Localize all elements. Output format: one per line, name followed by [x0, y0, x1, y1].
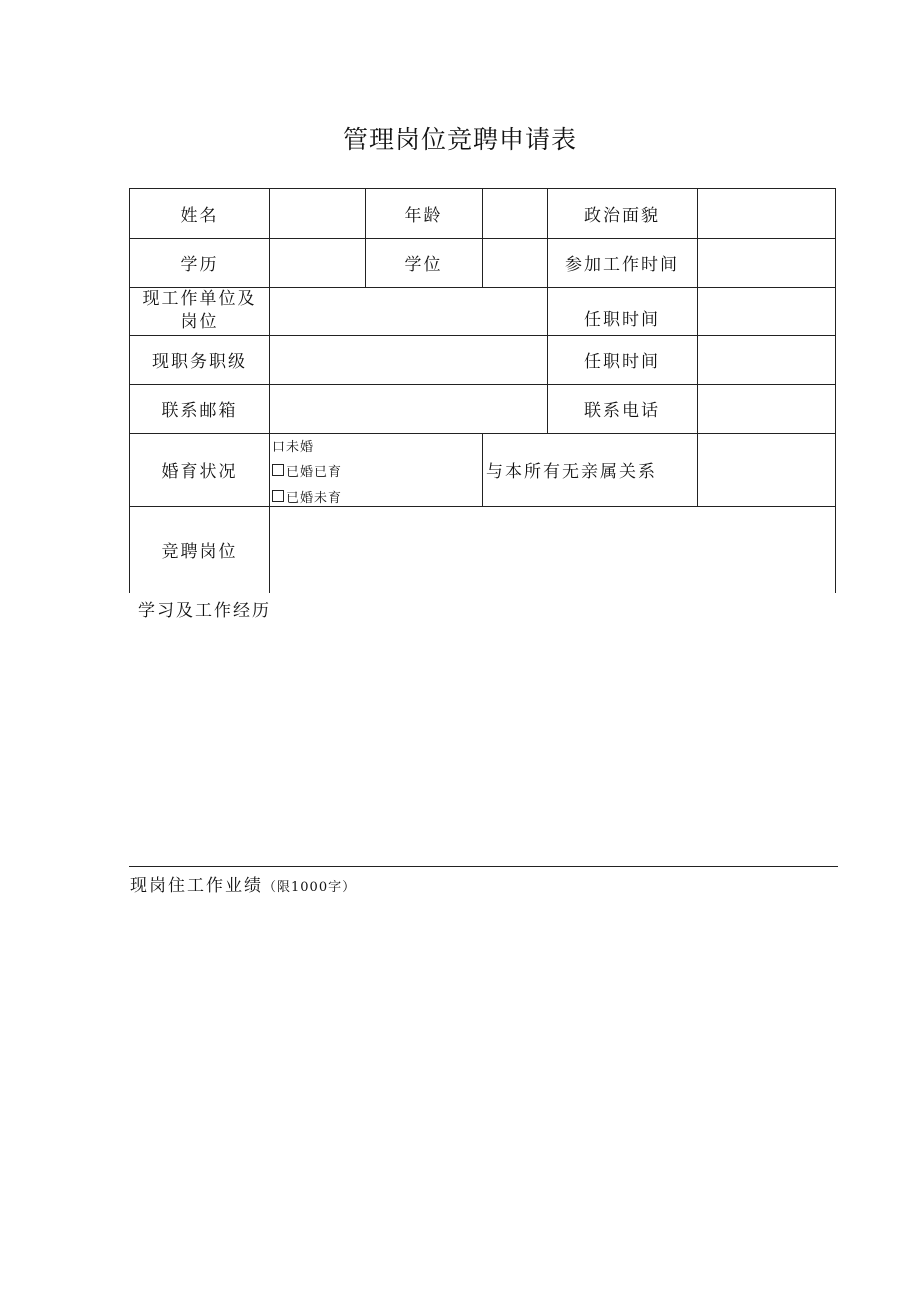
- option-married-no-children[interactable]: [272, 487, 342, 505]
- label-current-unit: [129, 287, 270, 335]
- section-performance-title: 现岗住工作业绩: [130, 876, 263, 896]
- field-study-work[interactable]: [129, 622, 836, 866]
- field-work-start[interactable]: [698, 238, 835, 287]
- option-married-with-children[interactable]: [272, 461, 342, 479]
- option-married-with-children-label: 已婚已育: [286, 464, 343, 480]
- field-rank-tenure-time[interactable]: [698, 335, 835, 384]
- label-tenure-time: 任职时间: [584, 309, 660, 330]
- label-marital: 婚育状况: [161, 462, 238, 482]
- section-performance-note: （限1000字）: [263, 880, 357, 895]
- field-degree[interactable]: [483, 238, 547, 287]
- field-political-status[interactable]: [698, 188, 835, 238]
- page-title: 管理岗位竞聘申请表: [342, 125, 577, 154]
- label-relatives: 与本所有无亲属关系: [486, 462, 657, 482]
- label-current-unit-line2: 岗位: [180, 312, 219, 332]
- option-unmarried-label: 口未婚: [272, 439, 315, 455]
- label-phone: 联系电话: [584, 401, 660, 421]
- label-degree: 学位: [404, 255, 443, 275]
- section-divider: [129, 866, 838, 867]
- section-study-work: 学习及工作经历: [138, 601, 271, 621]
- label-age: 年龄: [404, 205, 443, 226]
- label-name: 姓名: [180, 205, 219, 226]
- section-performance: [130, 871, 356, 896]
- label-current-unit-line1: 现工作单位及: [142, 289, 257, 309]
- label-work-start: 参加工作时间: [565, 255, 679, 275]
- label-rank-tenure-time: 任职时间: [584, 352, 660, 372]
- label-current-rank: 现职务职级: [152, 352, 247, 372]
- field-phone[interactable]: [698, 384, 835, 433]
- field-relatives[interactable]: [698, 433, 835, 506]
- label-email: 联系邮箱: [161, 401, 238, 421]
- field-age[interactable]: [483, 188, 547, 238]
- option-unmarried[interactable]: [272, 436, 314, 454]
- label-position-applied: 竞聘岗位: [161, 542, 238, 562]
- field-current-rank[interactable]: [270, 335, 547, 384]
- field-performance[interactable]: [129, 900, 836, 1260]
- field-name[interactable]: [270, 188, 365, 238]
- field-position-applied[interactable]: [270, 506, 835, 593]
- option-married-no-children-label: 已婚未育: [286, 490, 343, 506]
- field-tenure-time[interactable]: [698, 287, 835, 335]
- checkbox-icon[interactable]: [272, 490, 284, 502]
- field-education[interactable]: [270, 238, 365, 287]
- label-political-status: 政治面貌: [584, 205, 660, 226]
- field-email[interactable]: [270, 384, 547, 433]
- checkbox-icon[interactable]: [272, 464, 284, 476]
- label-education: 学历: [180, 255, 219, 275]
- field-current-unit[interactable]: [270, 287, 547, 335]
